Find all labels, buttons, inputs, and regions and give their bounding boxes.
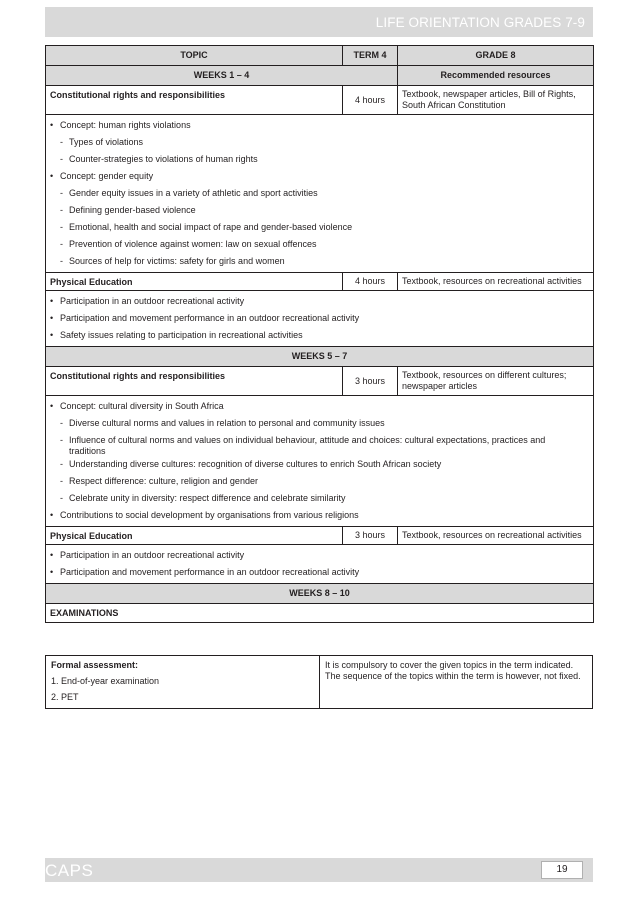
- formal-assessment-title: Formal assessment:: [51, 660, 139, 670]
- list-item: - Types of violations: [60, 137, 144, 147]
- list-item: • Participation in an outdoor recreational activity: [50, 550, 245, 560]
- footer-caps: CAPS: [45, 861, 94, 880]
- topic-resources: Textbook, newspaper articles, Bill of Rights, South African Constitution: [398, 86, 594, 115]
- col-term-header: TERM 4: [343, 46, 398, 66]
- topic-content: [46, 396, 594, 527]
- topic-content-row: [46, 291, 594, 347]
- list-item: • Concept: cultural diversity in South Africa: [50, 401, 224, 411]
- list-item: - Counter-strategies to violations of human rights: [60, 154, 258, 164]
- list-item: - Diverse cultural norms and values in relation to personal and community issues: [60, 418, 385, 428]
- examinations-row: EXAMINATIONS: [46, 604, 594, 623]
- list-item: - Emotional, health and social impact of rape and gender-based violence: [60, 222, 353, 232]
- list-item: • Participation in an outdoor recreational activity: [50, 296, 245, 306]
- topic-row: [46, 367, 594, 396]
- topic-content: [46, 115, 594, 273]
- recommended-resources-header: Recommended resources: [398, 66, 594, 86]
- list-item: - Gender equity issues in a variety of athletic and sport activities: [60, 188, 318, 198]
- list-item: • Concept: gender equity: [50, 171, 154, 181]
- topic-title: Physical Education: [46, 527, 343, 545]
- list-item: • Participation and movement performance in an outdoor recreational activity: [50, 567, 360, 577]
- list-item: - Influence of cultural norms and values on individual behaviour, attitude and choices: cultural expectations, practices and traditions: [60, 435, 546, 456]
- topic-resources: Textbook, resources on recreational activities: [398, 527, 594, 545]
- assessment-note: It is compulsory to cover the given topics in the term indicated. The sequence of the topics within the term is however, not fixed.: [325, 660, 581, 681]
- topic-hours: 4 hours: [343, 273, 398, 291]
- topic-row: [46, 273, 594, 291]
- topic-hours: 4 hours: [343, 86, 398, 115]
- list-item: - Prevention of violence against women: law on sexual offences: [60, 239, 317, 249]
- col-grade-header: GRADE 8: [398, 46, 594, 66]
- topic-hours: 3 hours: [343, 527, 398, 545]
- list-item: • Contributions to social development by organisations from various religions: [50, 510, 359, 520]
- term-plan-table: [45, 45, 594, 623]
- list-item: - Defining gender-based violence: [60, 205, 196, 215]
- formal-assessment: [46, 656, 320, 708]
- topic-content-row: [46, 396, 594, 527]
- topic-content: [46, 545, 594, 584]
- list-item: • Safety issues relating to participation in recreational activities: [50, 330, 303, 340]
- topic-resources: Textbook, resources on recreational activities: [398, 273, 594, 291]
- topic-content-row: [46, 545, 594, 584]
- topic-row: [46, 86, 594, 115]
- topic-hours: 3 hours: [343, 367, 398, 396]
- col-topic-header: TOPIC: [46, 46, 343, 66]
- header-bar: [45, 7, 593, 37]
- topic-title: Constitutional rights and responsibilities: [46, 86, 343, 115]
- list-item: - Understanding diverse cultures: recognition of diverse cultures to enrich South African society: [60, 459, 442, 469]
- header-title: LIFE ORIENTATION GRADES 7-9: [375, 15, 585, 30]
- weeks-8-10-header: WEEKS 8 – 10: [46, 584, 594, 604]
- topic-content-row: [46, 115, 594, 273]
- assessment-item: 2. PET: [51, 692, 79, 702]
- topic-title: Physical Education: [46, 273, 343, 291]
- topic-title: Constitutional rights and responsibilities: [46, 367, 343, 396]
- list-item: - Celebrate unity in diversity: respect difference and celebrate similarity: [60, 493, 346, 503]
- list-item: - Respect difference: culture, religion and gender: [60, 476, 258, 486]
- footer-bar: [45, 858, 593, 882]
- topic-resources: Textbook, resources on different cultures; newspaper articles: [398, 367, 594, 396]
- topic-content: [46, 291, 594, 347]
- assessment-item: 1. End-of-year examination: [51, 676, 160, 686]
- list-item: • Participation and movement performance in an outdoor recreational activity: [50, 313, 360, 323]
- page-number: 19: [541, 861, 583, 879]
- list-item: • Concept: human rights violations: [50, 120, 191, 130]
- weeks-1-4-header: WEEKS 1 – 4: [46, 66, 398, 86]
- assessment-box: [45, 655, 593, 709]
- weeks-5-7-header: WEEKS 5 – 7: [46, 347, 594, 367]
- list-item: - Sources of help for victims: safety for girls and women: [60, 256, 285, 266]
- topic-row: [46, 527, 594, 545]
